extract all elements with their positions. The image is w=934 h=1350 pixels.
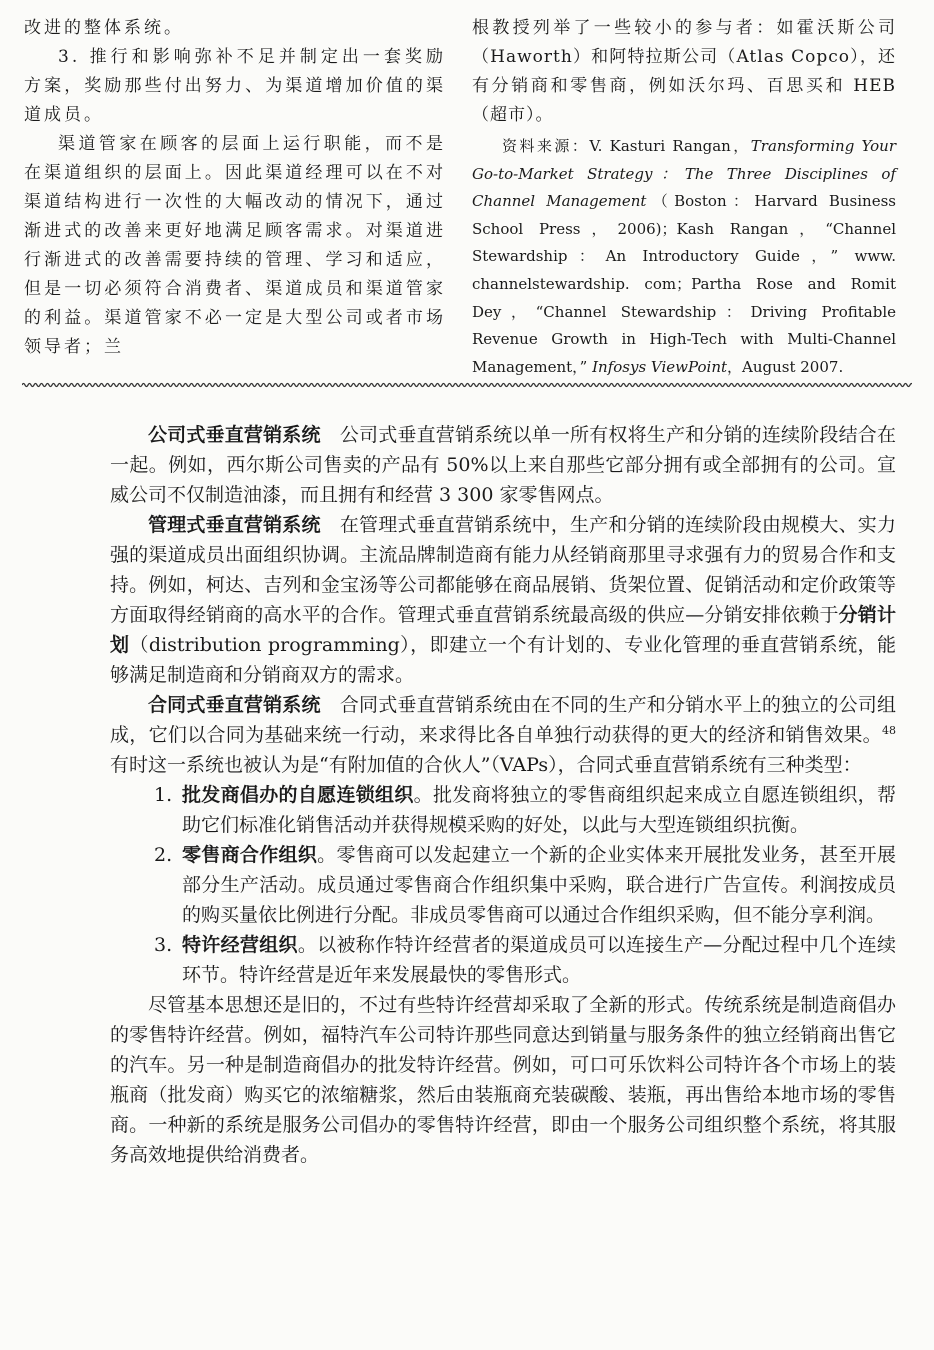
source-book-title: Transforming Your Go-to-Market Strategy：The Three Disciplines of Channel Management	[472, 137, 897, 211]
source-prefix: 资料来源：V. Kasturi Rangan，	[502, 137, 751, 155]
list-term: 零售商合作组织	[182, 844, 318, 866]
paragraph-text: 公司式垂直营销系统以单一所有权将生产和分销的连续阶段结合在一起。例如，西尔斯公司售卖的产品有 50%以上来自那些它部分拥有或全部拥有的公司。宣威公司不仅制造油漆，而且拥有和经营 3 300 家零售网点。	[110, 424, 896, 506]
list-text: 。以被称作特许经营者的渠道成员可以连接生产—分配过程中几个连续环节。特许经营是近年来发展最快的零售形式。	[182, 934, 896, 986]
sidebar-paragraph: 渠道管家在顾客的层面上运行职能，而不是在渠道组织的层面上。因此渠道经理可以在不对渠道结构进行一次性的大幅改动的情况下，通过渐进式的改善来更好地满足顾客需求。对渠道进行渐进式的改善需要持续的管理、学习和适应，但是一切必须符合消费者、渠道成员和渠道管家的利益。渠道管家不必一定是大型公司或者市场领导者；兰	[24, 134, 446, 357]
body-paragraph-contractual	[110, 690, 896, 780]
list-text: 。批发商将独立的零售商组织起来成立自愿连锁组织，帮助它们标准化销售活动并获得规模采购的好处，以此与大型连锁组织抗衡。	[182, 784, 896, 836]
list-number: 1.	[154, 784, 173, 806]
footnote-marker: 48	[882, 724, 896, 737]
list-number: 2.	[154, 844, 173, 866]
list-number: 3.	[154, 934, 173, 956]
list-text: 。零售商可以发起建立一个新的企业实体来开展批发业务，甚至开展部分生产活动。成员通过零售商合作组织集中采购，联合进行广告宣传。利润按成员的购买量依比例进行分配。非成员零售商可以通过合作组织采购，但不能分享利润。	[182, 844, 896, 926]
list-term: 特许经营组织	[182, 934, 298, 956]
body-paragraph-closing: 尽管基本思想还是旧的，不过有些特许经营却采取了全新的形式。传统系统是制造商倡办的零售特许经营。例如，福特汽车公司特许那些同意达到销量与服务条件的独立经销商出售它的汽车。另一种是制造商倡办的批发特许经营。例如，可口可乐饮料公司特许各个市场上的装瓶商（批发商）购买它的浓缩糖浆，然后由装瓶商充装碳酸、装瓶，再出售给本地市场的零售商。一种新的系统是服务公司倡办的零售特许经营，即由一个服务公司组织整个系统，将其服务高效地提供给消费者。	[110, 994, 896, 1166]
sidebar-left-column	[24, 14, 446, 362]
paragraph-text: （distribution programming），即建立一个有计划的、专业化管理的垂直营销系统，能够满足制造商和分销商双方的需求。	[110, 634, 896, 686]
source-citation	[472, 133, 896, 381]
list-item	[110, 930, 896, 990]
sidebar-paragraph: 改进的整体系统。	[24, 18, 184, 38]
list-term: 批发商倡办的自愿连锁组织	[182, 784, 414, 806]
main-body	[110, 420, 896, 1170]
body-paragraph-administered	[110, 510, 896, 690]
sidebar-right-column	[472, 14, 896, 381]
source-publication-title: Infosys ViewPoint	[592, 357, 728, 376]
key-term: 分销计划	[110, 604, 896, 656]
paragraph-text: 在管理式垂直营销系统中，生产和分销的连续阶段由规模大、实力强的渠道成员出面组织协调。主流品牌制造商有能力从经销商那里寻求强有力的贸易合作和支持。例如，柯达、吉列和金宝汤等公司都能够在商品展销、货架位置、促销活动和定价政策等方面取得经销商的高水平的合作。管理式垂直营销系统最高级的供应—分销安排依赖于	[110, 514, 896, 626]
list-item	[110, 840, 896, 930]
paragraph-text: 合同式垂直营销系统由在不同的生产和分销水平上的独立的公司组成，它们以合同为基础来统一行动，来求得比各自单独行动获得的更大的经济和销售效果。	[110, 694, 896, 746]
source-middle: （Boston：Harvard Business School Press，2006)；Kash Rangan，“Channel Stewardship：An Introductory Guide，” www. channelstewardship. com；Partha Rose and Romit Dey，“Channel Stewardship：Driving Profitable Revenue Growth in High-Tech with Multi-Channel Management，”	[472, 192, 896, 376]
wavy-divider	[22, 381, 912, 389]
section-heading: 合同式垂直营销系统	[148, 694, 321, 716]
section-heading: 管理式垂直营销系统	[148, 514, 321, 536]
list-item	[110, 780, 896, 840]
sidebar-paragraph: 根教授列举了一些较小的参与者：如霍沃斯公司（Haworth）和阿特拉斯公司（Atlas Copco），还有分销商和零售商，例如沃尔玛、百思买和 HEB（超市）。	[472, 18, 896, 125]
source-suffix: ，August 2007.	[727, 357, 844, 376]
sidebar-paragraph: 3. 推行和影响弥补不足并制定出一套奖励方案，奖励那些付出努力、为渠道增加价值的渠道成员。	[24, 47, 446, 125]
paragraph-text: 有时这一系统也被认为是“有附加值的合伙人”（VAPs），合同式垂直营销系统有三种类型：	[110, 754, 862, 776]
section-heading: 公司式垂直营销系统	[148, 424, 321, 446]
body-paragraph-corporate	[110, 420, 896, 510]
